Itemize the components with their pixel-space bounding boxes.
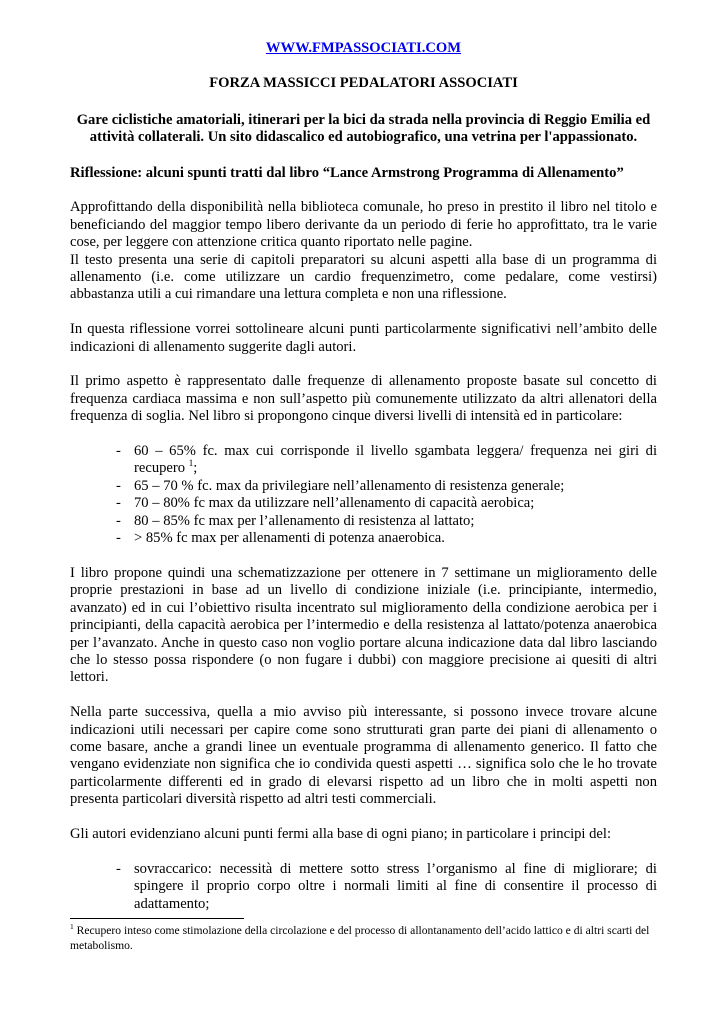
dash-bullet: - — [116, 495, 121, 512]
list-item — [70, 478, 657, 495]
site-subtitle: Gare ciclistiche amatoriali, itinerari per la bici da strada nella provincia di Reggio Emilia ed attività collaterali. Un sito didascalico ed autobiografico, una vetrina per l'appassionato. — [76, 111, 651, 146]
footnote-marker: 1 — [70, 922, 74, 932]
list-item — [70, 443, 657, 478]
list-item — [70, 513, 657, 530]
footnote-reference[interactable]: 1 — [188, 458, 194, 469]
principles-list — [70, 861, 657, 913]
paragraph-3: In questa riflessione vorrei sottolineare alcuni punti particolarmente significativi nell’ambito delle indicazioni di allenamento suggerite dagli autori. — [70, 321, 657, 355]
dash-bullet: - — [116, 860, 121, 877]
dash-bullet: - — [116, 530, 121, 547]
paragraph-5: I libro propone quindi una schematizzazione per ottenere in 7 settimane un miglioramento delle proprie prestazioni in base ad un livello di condizione iniziale (i.e. principiante, intermedio, avanzato) ed in cui l’obiettivo risulta incentrato sul miglioramento della condizione aerobica per i principianti, della capacità aerobica per l’intermedio e della resistenza al lattato/potenza anaerobica per l’avanzato. Anche in questo caso non voglio portare alcuna indicazione data dal libro lasciando che lo stesso possa rispondere (o non fugare i dubbi) con maggiore precisione ai quesiti di altri lettori. — [70, 564, 657, 686]
intensity-levels-list — [70, 443, 657, 547]
paragraph-1: Approfittando della disponibilità nella biblioteca comunale, ho preso in prestito il libro nel titolo e beneficiando del maggior tempo libero derivante da un periodo di ferie ho approfittato, tra le varie cose, per leggere con attenzione critica quanto riportato nelle pagine. — [70, 199, 657, 251]
dash-bullet: - — [116, 512, 121, 529]
list-item-text: > 85% fc max per allenamenti di potenza anaerobica. — [134, 530, 445, 547]
footnote-separator — [70, 918, 244, 919]
list-item-text: 60 – 65% fc. max cui corrisponde il livello sgambata leggera/ frequenza nei giri di recupero — [134, 443, 657, 477]
dash-bullet: - — [116, 477, 121, 494]
article-heading: Riflessione: alcuni spunti tratti dal libro “Lance Armstrong Programma di Allenamento” — [70, 164, 624, 181]
paragraph-6: Nella parte successiva, quella a mio avviso più interessante, si possono invece trovare alcune indicazioni utili necessari per capire come sono strutturati gran parte dei piani di allenamento o come basare, anche a grandi linee un eventuale programma di allenamento generico. Il fatto che vengano evidenziate non significa che io condivida questi aspetti … significa solo che le ho trovate particolarmente differenti ed in grado di elevarsi rispetto ad un libro che in molti aspetti non presenta particolari diversità rispetto ad altri testi commerciali. — [70, 704, 657, 808]
page-content — [70, 40, 657, 913]
list-item — [70, 861, 657, 913]
list-item — [70, 495, 657, 512]
list-item-text: 70 – 80% fc max da utilizzare nell’allenamento di capacità aerobica; — [134, 495, 535, 512]
footnote — [70, 924, 657, 953]
list-item — [70, 530, 657, 547]
list-item-text: sovraccarico: necessità di mettere sotto stress l’organismo al fine di migliorare; di spingere il proprio corpo oltre i normali limiti al fine di consentire il processo di adattamento; — [134, 860, 657, 912]
paragraph-2: Il testo presenta una serie di capitoli preparatori su alcuni aspetti alla base di un programma di allenamento (i.e. come utilizzare un cardio frequenzimetro, come pedalare, come vestirsi) abbastanza utili a cui rimandare una lettura completa e non una riflessione. — [70, 251, 657, 303]
paragraph-7: Gli autori evidenziano alcuni punti fermi alla base di ogni piano; in particolare i principi del: — [70, 825, 612, 842]
list-item-tail: ; — [193, 460, 198, 477]
footnote-text: Recupero inteso come stimolazione della circolazione e del processo di allontanamento dell’acido lattico e di altri scarti del metabolismo. — [70, 924, 650, 952]
list-item-text: 65 – 70 % fc. max da privilegiare nell’allenamento di resistenza generale; — [134, 477, 565, 494]
site-url-link[interactable]: WWW.FMPASSOCIATI.COM — [265, 40, 462, 56]
list-item-text: 80 – 85% fc max per l’allenamento di resistenza al lattato; — [134, 512, 475, 529]
dash-bullet: - — [116, 443, 121, 460]
paragraph-4: Il primo aspetto è rappresentato dalle frequenze di allenamento proposte basate sul concetto di frequenza cardiaca massima e non sull’aspetto più comunemente utilizzato da altri allenatori della frequenza di soglia. Nel libro si propongono cinque diversi livelli di intensità ed in particolare: — [70, 373, 657, 425]
site-title: FORZA MASSICCI PEDALATORI ASSOCIATI — [209, 75, 518, 92]
